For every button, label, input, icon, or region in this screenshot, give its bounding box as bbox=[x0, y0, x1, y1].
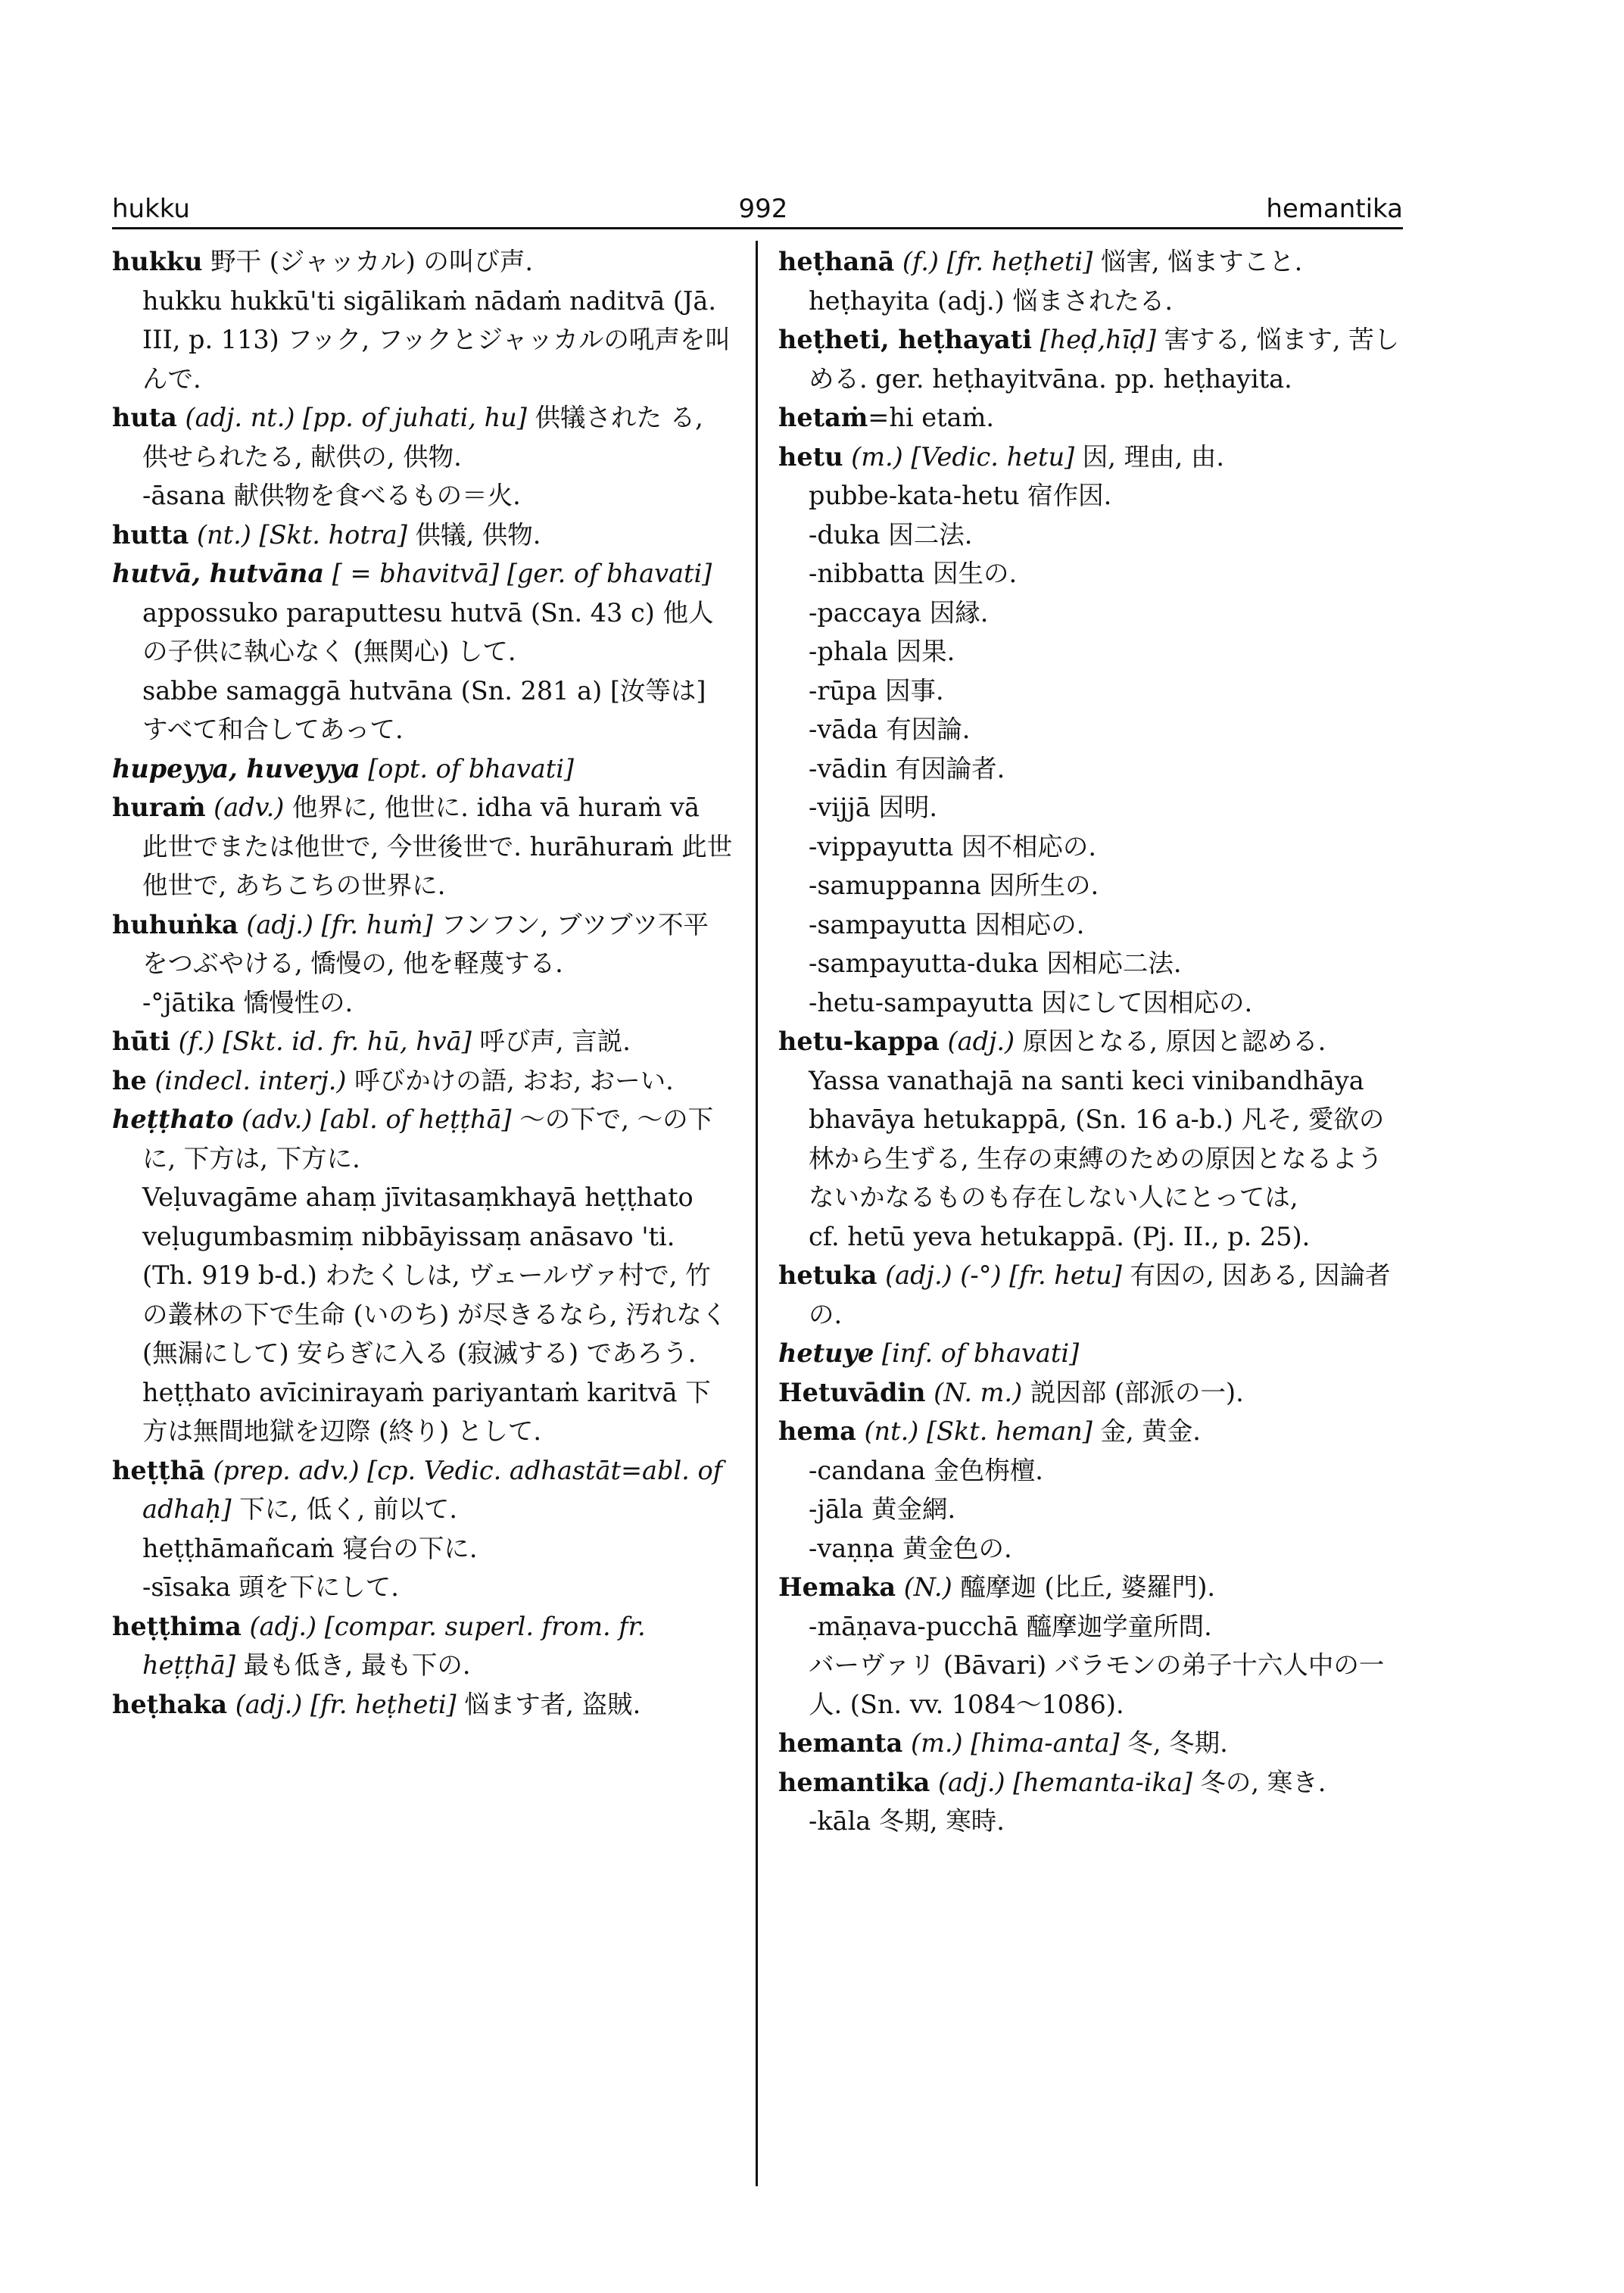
dictionary-entry bbox=[112, 398, 733, 476]
dictionary-entry bbox=[778, 242, 1405, 320]
dictionary-entry bbox=[112, 905, 733, 983]
sub-entry bbox=[778, 866, 1405, 905]
definition: 説因部 (部派の一). bbox=[1030, 1377, 1244, 1407]
sub-entry-text: -samuppanna 因所生の. bbox=[809, 871, 1099, 900]
definition: 野干 (ジャッカル) の叫び声. bbox=[202, 247, 534, 276]
sub-entry bbox=[112, 1568, 733, 1607]
dictionary-entry bbox=[112, 1100, 733, 1178]
sub-entry-text: -candana 金色栴檀. bbox=[809, 1455, 1043, 1485]
definition: 悩害, 悩ますこと. heṭhayita (adj.) 悩まされたる. bbox=[809, 247, 1303, 316]
sub-entry-text: -sīsaka 頭を下にして. bbox=[142, 1572, 399, 1602]
headword: huta bbox=[112, 403, 177, 432]
sub-entry-text: -māṇava-pucchā 醯摩迦学童所問. bbox=[809, 1611, 1212, 1641]
sub-entry-text: -vāda 有因論. bbox=[809, 715, 971, 744]
headword: hutvā, hutvāna bbox=[112, 559, 325, 588]
dictionary-entry bbox=[112, 242, 733, 282]
dictionary-entry bbox=[778, 438, 1405, 477]
dictionary-entry bbox=[778, 1412, 1405, 1451]
sub-entry bbox=[778, 554, 1405, 594]
sub-entry-text: -āsana 献供物を食べるもの＝火. bbox=[142, 481, 521, 510]
sub-entry-text: -rūpa 因事. bbox=[809, 675, 944, 706]
definition: 冬, 冬期. bbox=[1127, 1728, 1228, 1758]
grammar-note: (adj.) (-°) [fr. hetu] bbox=[877, 1260, 1130, 1290]
sub-entry-text: heṭṭhāmañcaṁ 寝台の下に. bbox=[142, 1533, 478, 1563]
sub-entry bbox=[112, 671, 733, 749]
grammar-note: (adv.) bbox=[205, 793, 292, 822]
headword: huraṁ bbox=[112, 793, 206, 822]
sub-entry bbox=[778, 516, 1405, 555]
sub-entry-text: -sampayutta 因相応の. bbox=[809, 909, 1085, 939]
dictionary-entry bbox=[112, 554, 733, 594]
sub-entry bbox=[112, 983, 733, 1023]
sub-entry-text: cf. hetū yeva hetukappā. (Pj. II., p. 25). bbox=[809, 1221, 1311, 1251]
dictionary-entry bbox=[778, 1022, 1405, 1061]
headword: hetuka bbox=[778, 1260, 877, 1290]
grammar-note: (prep. adv.) [cp. Vedic. adhastāt=abl. of adhaḥ] bbox=[142, 1455, 723, 1524]
definition: フンフン, ブツブツ不平をつぶやける, 憍慢の, 他を軽蔑する. bbox=[142, 909, 709, 978]
dictionary-entry bbox=[778, 1334, 1405, 1373]
dictionary-entry bbox=[778, 1256, 1405, 1334]
sub-entry bbox=[778, 905, 1405, 945]
grammar-note: (adj.) [compar. superl. from. fr. heṭṭhā] bbox=[142, 1611, 646, 1680]
sub-entry bbox=[778, 1217, 1405, 1257]
left-column bbox=[112, 242, 733, 1724]
definition: 呼び声, 言説. bbox=[479, 1027, 631, 1056]
dictionary-entry bbox=[112, 749, 733, 789]
dictionary-entry bbox=[112, 1685, 733, 1724]
headword: he bbox=[112, 1065, 147, 1095]
sub-entry bbox=[778, 1607, 1405, 1647]
sub-entry-text: Yassa vanathajā na santi keci vinibandhāya bhavāya hetukappā, (Sn. 16 a-b.) 凡そ, 愛欲の林から生ずる, 生存の束縛のための原因となるようないかなるものも存在しない人にとっては, bbox=[809, 1065, 1385, 1212]
sub-entry bbox=[778, 632, 1405, 671]
definition: 他界に, 他世に. idha vā huraṁ vā 此世でまたは他世で, 今世後世で. hurāhuraṁ 此世他世で, あちこちの世界に. bbox=[142, 793, 733, 900]
sub-entry-text: hukku hukkū'ti sigālikaṁ nādaṁ naditvā (Jā. III, p. 113) フック, フックとジャッカルの吼声を叫んで. bbox=[142, 285, 731, 394]
sub-entry bbox=[778, 1061, 1405, 1217]
dictionary-entry bbox=[778, 1763, 1405, 1802]
sub-entry bbox=[778, 671, 1405, 711]
sub-entry-text: バーヴァリ (Bāvari) バラモンの弟子十六人中の一人. (Sn. vv. 1084〜1086). bbox=[809, 1650, 1385, 1719]
header-rule bbox=[112, 227, 1403, 229]
headword: heṭheti, heṭhayati bbox=[778, 325, 1032, 354]
sub-entry-text: -phala 因果. bbox=[809, 637, 955, 666]
sub-entry-text: -vādin 有因論者. bbox=[809, 753, 1005, 784]
dictionary-entry bbox=[112, 1607, 733, 1685]
definition: 呼びかけの語, おお, おーい. bbox=[354, 1065, 674, 1095]
sub-entry bbox=[778, 1529, 1405, 1569]
grammar-note: (f.) [Skt. id. fr. hū, hvā] bbox=[170, 1027, 480, 1056]
grammar-note: [opt. of bhavati] bbox=[360, 753, 574, 784]
sub-entry-text: pubbe-kata-hetu 宿作因. bbox=[809, 481, 1112, 510]
sub-entry-text: Veḷuvagāme ahaṃ jīvitasaṃkhayā heṭṭhato veḷugumbasmiṃ nibbāyissaṃ anāsavo 'ti. (Th. 919 b-d.) わたくしは, ヴェールヴァ村で, 竹の叢林の下で生命 (いのち) が尽きるなら, 汚れなく (無漏にして) 安らぎに入る (寂滅する) であろう. bbox=[142, 1182, 728, 1368]
grammar-note: (f.) [fr. heṭheti] bbox=[894, 247, 1101, 276]
headword: Hetuvādin bbox=[778, 1377, 926, 1407]
grammar-note: (m.) [Vedic. hetu] bbox=[843, 441, 1083, 472]
headword: hemantika bbox=[778, 1767, 930, 1797]
grammar-note: (indecl. interj.) bbox=[146, 1065, 355, 1095]
headword: hemanta bbox=[778, 1728, 903, 1758]
headword: hema bbox=[778, 1416, 856, 1446]
sub-entry bbox=[778, 594, 1405, 633]
grammar-note: (adv.) [abl. of heṭṭhā] bbox=[233, 1104, 520, 1134]
sub-entry bbox=[778, 1490, 1405, 1529]
definition: =hi etaṁ. bbox=[868, 403, 994, 432]
definition: 因, 理由, 由. bbox=[1082, 441, 1225, 472]
definition: ～の下で, ～の下に, 下方は, 下方に. bbox=[142, 1104, 714, 1173]
sub-entry bbox=[778, 1646, 1405, 1724]
sub-entry-text: -hetu-sampayutta 因にして因相応の. bbox=[809, 987, 1253, 1017]
headword: heṭhanā bbox=[778, 247, 895, 276]
headword: heṭhaka bbox=[112, 1689, 228, 1719]
definition: 原因となる, 原因と認める. bbox=[1022, 1027, 1326, 1056]
sub-entry-text: -sampayutta-duka 因相応二法. bbox=[809, 949, 1182, 978]
page-header bbox=[112, 188, 1403, 233]
sub-entry-text: appossuko paraputtesu hutvā (Sn. 43 c) 他人の子供に執心なく (無関心) して. bbox=[142, 597, 714, 666]
headword: hukku bbox=[112, 247, 203, 276]
dictionary-entry bbox=[778, 1724, 1405, 1763]
sub-entry-text: -jāla 黄金網. bbox=[809, 1494, 956, 1524]
sub-entry bbox=[112, 1529, 733, 1569]
headword: heṭṭhā bbox=[112, 1455, 205, 1485]
dictionary-entry bbox=[778, 398, 1405, 438]
grammar-note: (nt.) [Skt. heman] bbox=[856, 1416, 1101, 1446]
header-right-guideword: hemantika bbox=[1266, 194, 1403, 224]
headword: hūti bbox=[112, 1027, 170, 1056]
grammar-note: (m.) [hima-anta] bbox=[902, 1728, 1128, 1758]
sub-entry bbox=[778, 1451, 1405, 1491]
definition: 有因の, 因ある, 因論者の. bbox=[809, 1260, 1391, 1329]
sub-entry-text: -vijjā 因明. bbox=[809, 793, 938, 822]
definition: 悩ます者, 盗賊. bbox=[464, 1689, 641, 1719]
grammar-note: [inf. of bhavati] bbox=[874, 1338, 1080, 1368]
grammar-note: (adj.) [fr. heṭheti] bbox=[227, 1689, 465, 1719]
sub-entry bbox=[112, 1373, 733, 1451]
sub-entry bbox=[778, 749, 1405, 789]
dictionary-entry bbox=[112, 788, 733, 905]
sub-entry-text: -kāla 冬期, 寒時. bbox=[809, 1806, 1005, 1836]
definition: 金, 黄金. bbox=[1100, 1416, 1201, 1446]
headword: hutta bbox=[112, 519, 189, 550]
headword: hupeyya, huveyya bbox=[112, 753, 360, 784]
headword: huhuṅka bbox=[112, 909, 238, 939]
dictionary-entry bbox=[778, 1568, 1405, 1607]
grammar-note: (adj.) bbox=[939, 1027, 1023, 1056]
headword: Hemaka bbox=[778, 1572, 896, 1602]
dictionary-entry bbox=[778, 1373, 1405, 1413]
grammar-note: [heḍ,hīḍ] bbox=[1031, 325, 1164, 354]
column-divider bbox=[756, 241, 758, 2186]
sub-entry bbox=[778, 827, 1405, 867]
sub-entry bbox=[778, 944, 1405, 983]
sub-entry-text: -°jātika 憍慢性の. bbox=[142, 987, 354, 1017]
definition: 冬の, 寒き. bbox=[1200, 1767, 1326, 1797]
definition: 害する, 悩ます, 苦しめる. ger. heṭhayitvāna. pp. heṭhayita. bbox=[809, 325, 1400, 394]
grammar-note: (adj.) [fr. huṁ] bbox=[238, 909, 441, 939]
headword: hetaṁ bbox=[778, 403, 868, 432]
grammar-note: (adj.) [hemanta-ika] bbox=[930, 1767, 1201, 1797]
dictionary-entry bbox=[112, 1451, 733, 1529]
sub-entry-text: -paccaya 因縁. bbox=[809, 597, 989, 628]
dictionary-entry bbox=[112, 1022, 733, 1061]
grammar-note: (N. m.) bbox=[925, 1377, 1030, 1407]
headword: heṭṭhato bbox=[112, 1104, 234, 1134]
definition: 供犠された る, 供せられたる, 献供の, 供物. bbox=[142, 403, 703, 472]
dictionary-entry bbox=[112, 516, 733, 555]
definition: 最も低き, 最も下の. bbox=[243, 1650, 471, 1680]
sub-entry-text: -nibbatta 因生の. bbox=[809, 559, 1018, 588]
sub-entry bbox=[778, 1802, 1405, 1841]
sub-entry-text: -vippayutta 因不相応の. bbox=[809, 831, 1097, 861]
definition: 供犠, 供物. bbox=[415, 519, 541, 550]
sub-entry bbox=[112, 476, 733, 516]
headword: hetu-kappa bbox=[778, 1027, 940, 1056]
sub-entry-text: -vaṇṇa 黄金色の. bbox=[809, 1533, 1012, 1563]
headword: hetu bbox=[778, 441, 843, 472]
right-column bbox=[778, 242, 1405, 1841]
definition: 下に, 低く, 前以て. bbox=[239, 1494, 458, 1524]
page-number: 992 bbox=[738, 194, 788, 224]
sub-entry bbox=[778, 710, 1405, 749]
sub-entry-text: sabbe samaggā hutvāna (Sn. 281 a) [汝等は] すべて和合してあって. bbox=[142, 675, 706, 744]
dictionary-entry bbox=[778, 320, 1405, 398]
sub-entry bbox=[778, 476, 1405, 516]
headword: hetuye bbox=[778, 1338, 874, 1368]
grammar-note: [ = bhavitvā] [ger. of bhavati] bbox=[324, 559, 712, 588]
sub-entry-text: heṭṭhato avīcinirayaṁ pariyantaṁ karitvā 下方は無間地獄を辺際 (終り) として. bbox=[142, 1377, 711, 1446]
sub-entry bbox=[778, 788, 1405, 827]
sub-entry bbox=[112, 1178, 733, 1373]
definition: 醯摩迦 (比丘, 婆羅門). bbox=[960, 1572, 1216, 1602]
sub-entry bbox=[112, 282, 733, 399]
sub-entry bbox=[778, 983, 1405, 1023]
grammar-note: (adj. nt.) [pp. of juhati, hu] bbox=[176, 403, 535, 432]
dictionary-entry bbox=[112, 1061, 733, 1101]
headword: heṭṭhima bbox=[112, 1611, 242, 1641]
sub-entry bbox=[112, 594, 733, 671]
header-left-guideword: hukku bbox=[112, 194, 190, 224]
grammar-note: (nt.) [Skt. hotra] bbox=[189, 519, 416, 550]
sub-entry-text: -duka 因二法. bbox=[809, 519, 973, 550]
grammar-note: (N.) bbox=[896, 1572, 961, 1602]
